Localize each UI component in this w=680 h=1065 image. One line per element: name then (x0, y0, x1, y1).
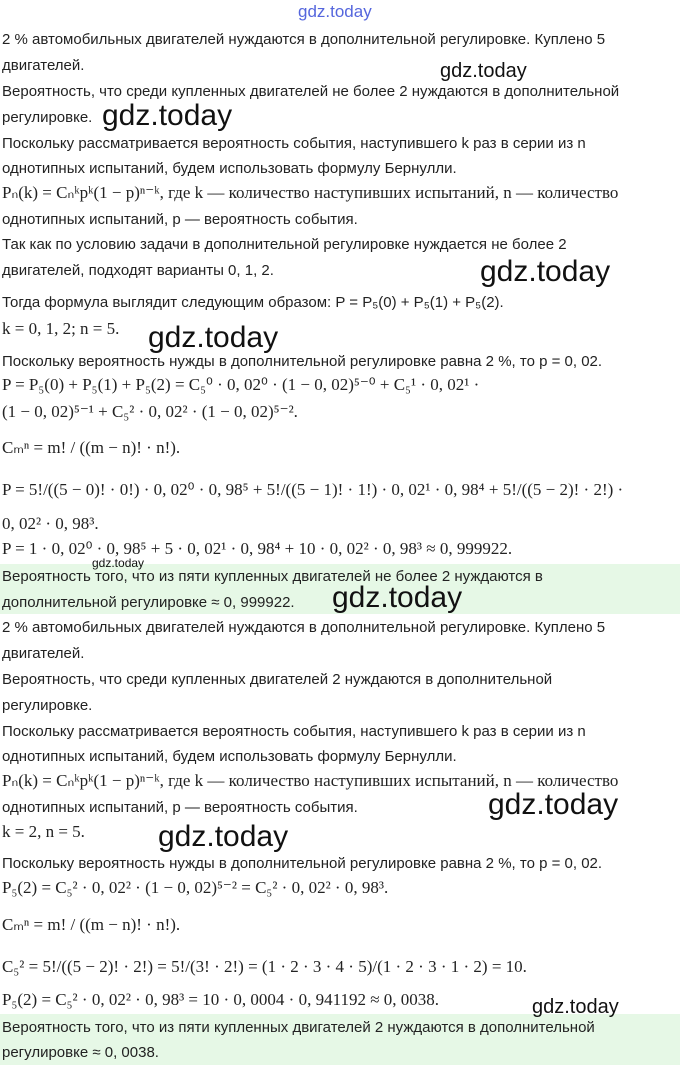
text-line: Поскольку рассматривается вероятность события, наступившего k раз в серии из n (2, 135, 586, 152)
text-line: однотипных испытаний, будем использовать формулу Бернулли. (2, 748, 457, 765)
formula-line: (1 − 0, 02)⁵⁻¹ + C₅² · 0, 02² · (1 − 0, 02)⁵⁻². (2, 402, 298, 421)
watermark: gdz.today (488, 788, 619, 821)
text-line: однотипных испытаний, будем использовать формулу Бернулли. (2, 160, 457, 177)
watermark: gdz.today (480, 255, 611, 288)
text-line: Тогда формула выглядит следующим образом: P = P₅(0) + P₅(1) + P₅(2). (2, 294, 504, 311)
text-line: Вероятность, что среди купленных двигателей не более 2 нуждаются в дополнительной (2, 83, 620, 100)
watermark: gdz.today (92, 556, 145, 570)
formula-line: P₅(2) = C₅² · 0, 02² · 0, 98³ = 10 · 0, 0004 · 0, 941192 ≈ 0, 0038. (2, 990, 440, 1009)
answer-line: дополнительной регулировке ≈ 0, 999922. (2, 594, 295, 611)
text-line: двигателей. (2, 57, 85, 74)
text-line: однотипных испытаний, p — вероятность события. (2, 211, 358, 228)
watermark: gdz.today (298, 2, 372, 21)
watermark: gdz.today (158, 820, 289, 853)
watermark: gdz.today (532, 996, 619, 1018)
text-line: Поскольку вероятность нужды в дополнительной регулировке равна 2 %, то p = 0, 02. (2, 353, 603, 370)
formula-line: 0, 02² · 0, 98³. (2, 514, 99, 533)
text-line: Поскольку рассматривается вероятность события, наступившего k раз в серии из n (2, 723, 586, 740)
watermark: gdz.today (332, 581, 463, 614)
watermark: gdz.today (148, 321, 279, 354)
formula-line: Pₙ(k) = Cₙᵏpᵏ(1 − p)ⁿ⁻ᵏ, где k — количество наступивших испытаний, n — количество (2, 771, 619, 790)
formula-line: k = 0, 1, 2; n = 5. (2, 319, 120, 338)
text-line: регулировке. (2, 697, 93, 714)
formula-line: Cₘⁿ = m! / ((m − n)! · n!). (2, 438, 181, 457)
formula-line: k = 2, n = 5. (2, 822, 85, 841)
answer-line: Вероятность того, что из пяти купленных двигателей 2 нуждаются в дополнительной (2, 1019, 595, 1036)
formula-line: P = 1 · 0, 02⁰ · 0, 98⁵ + 5 · 0, 02¹ · 0, 98⁴ + 10 · 0, 02² · 0, 98³ ≈ 0, 999922. (2, 539, 513, 558)
text-line: Так как по условию задачи в дополнительной регулировке нуждается не более 2 (2, 236, 567, 253)
formula-line: P = 5!/((5 − 0)! · 0!) · 0, 02⁰ · 0, 98⁵ + 5!/((5 − 1)! · 1!) · 0, 02¹ · 0, 98⁴ + 5!/((5 − 2)! · 2!) · (2, 480, 624, 499)
answer-line: регулировке ≈ 0, 0038. (2, 1044, 159, 1061)
answer-line: Вероятность того, что из пяти купленных двигателей не более 2 нуждаются в (2, 568, 543, 585)
formula-line: P = P₅(0) + P₅(1) + P₅(2) = C₅⁰ · 0, 02⁰ · (1 − 0, 02)⁵⁻⁰ + C₅¹ · 0, 02¹ · (2, 375, 480, 394)
text-line: двигателей. (2, 645, 85, 662)
formula-line: Cₘⁿ = m! / ((m − n)! · n!). (2, 915, 181, 934)
text-line: двигателей, подходят варианты 0, 1, 2. (2, 262, 274, 279)
text-line: 2 % автомобильных двигателей нуждаются в дополнительной регулировке. Куплено 5 (2, 619, 606, 636)
watermark: gdz.today (102, 99, 233, 132)
formula-line: P₅(2) = C₅² · 0, 02² · (1 − 0, 02)⁵⁻² = C₅² · 0, 02² · 0, 98³. (2, 878, 389, 897)
text-line: 2 % автомобильных двигателей нуждаются в дополнительной регулировке. Куплено 5 (2, 31, 606, 48)
formula-line: C₅² = 5!/((5 − 2)! · 2!) = 5!/(3! · 2!) = (1 · 2 · 3 · 4 · 5)/(1 · 2 · 3 · 1 · 2) = 10. (2, 957, 527, 976)
text-line: Вероятность, что среди купленных двигателей 2 нуждаются в дополнительной (2, 671, 553, 688)
text-line: однотипных испытаний, p — вероятность события. (2, 799, 358, 816)
formula-line: Pₙ(k) = Cₙᵏpᵏ(1 − p)ⁿ⁻ᵏ, где k — количество наступивших испытаний, n — количество (2, 183, 619, 202)
watermark: gdz.today (440, 60, 527, 82)
text-line: регулировке. (2, 109, 93, 126)
text-line: Поскольку вероятность нужды в дополнительной регулировке равна 2 %, то p = 0, 02. (2, 855, 603, 872)
